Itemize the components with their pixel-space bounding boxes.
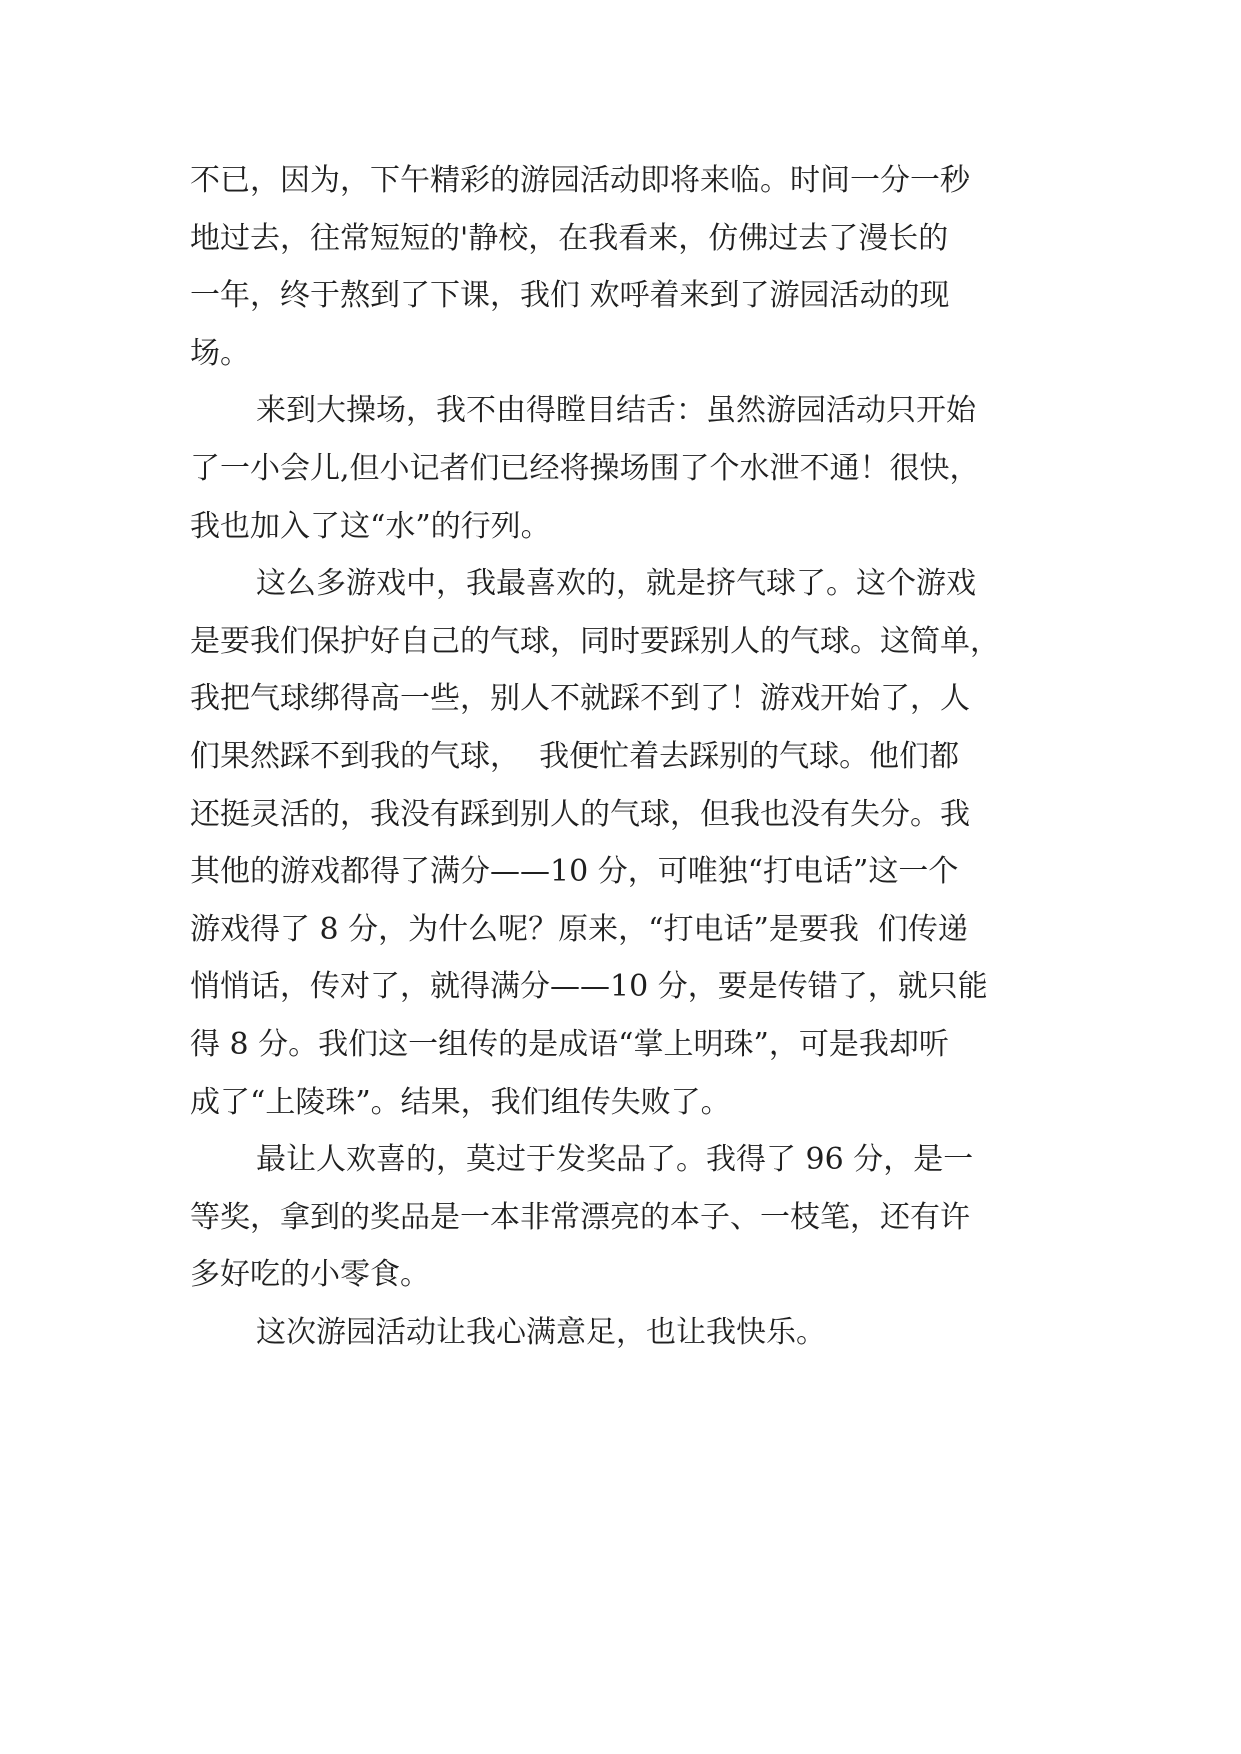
text-line: 其他的游戏都得了满分——10 分，可唯独“打电话”这一个 xyxy=(190,854,959,890)
text-line: 是要我们保护好自己的气球，同时要踩别人的气球。这简单， xyxy=(190,623,1000,659)
text-line: 还挺灵活的，我没有踩到别人的气球，但我也没有失分。我 xyxy=(190,796,970,832)
paragraph-4 xyxy=(190,1131,1050,1304)
text-line: 悄悄话，传对了，就得满分——10 分，要是传错了，就只能 xyxy=(190,969,988,1005)
text-line: 地过去，往常短短的'静校，在我看来，仿佛过去了漫长的 xyxy=(190,220,949,256)
text-line: 我把气球绑得高一些，别人不就踩不到了！游戏开始了，人 xyxy=(190,681,970,717)
text-line: 一年，终于熬到了下课，我们 欢呼着来到了游园活动的现 xyxy=(190,278,950,314)
text-line: 不已，因为，下午精彩的游园活动即将来临。时间一分一秒 xyxy=(190,163,970,198)
paragraph-2 xyxy=(190,382,1050,555)
text-line: 了一小会儿,但小记者们已经将操场围了个水泄不通！很快， xyxy=(190,450,980,486)
text-line: 得 8 分。我们这一组传的是成语“掌上明珠”，可是我却听 xyxy=(190,1026,949,1062)
paragraph-3 xyxy=(190,555,1050,1131)
text-line: 我也加入了这“水”的行列。 xyxy=(190,508,551,544)
text-line: 游戏得了 8 分，为什么呢？原来，“打电话”是要我 们传递 xyxy=(190,911,968,947)
text-line: 多好吃的小零食。 xyxy=(190,1257,430,1293)
document-page xyxy=(190,152,1050,1361)
text-line: 来到大操场，我不由得瞠目结舌：虽然游园活动只开始 xyxy=(256,393,976,429)
paragraph-5 xyxy=(190,1304,1050,1362)
text-line: 们果然踩不到我的气球， 我便忙着去踩别的气球。他们都 xyxy=(190,738,960,774)
paragraph-1 xyxy=(190,152,1050,382)
text-line: 成了“上陵珠”。结果，我们组传失败了。 xyxy=(190,1084,731,1120)
text-line: 这么多游戏中，我最喜欢的，就是挤气球了。这个游戏 xyxy=(256,566,976,602)
text-line: 这次游园活动让我心满意足，也让我快乐。 xyxy=(256,1314,826,1350)
text-line: 等奖，拿到的奖品是一本非常漂亮的本子、一枝笔，还有许 xyxy=(190,1199,970,1235)
text-line: 最让人欢喜的，莫过于发奖品了。我得了 96 分，是一 xyxy=(256,1142,974,1178)
text-line: 场。 xyxy=(190,335,250,371)
